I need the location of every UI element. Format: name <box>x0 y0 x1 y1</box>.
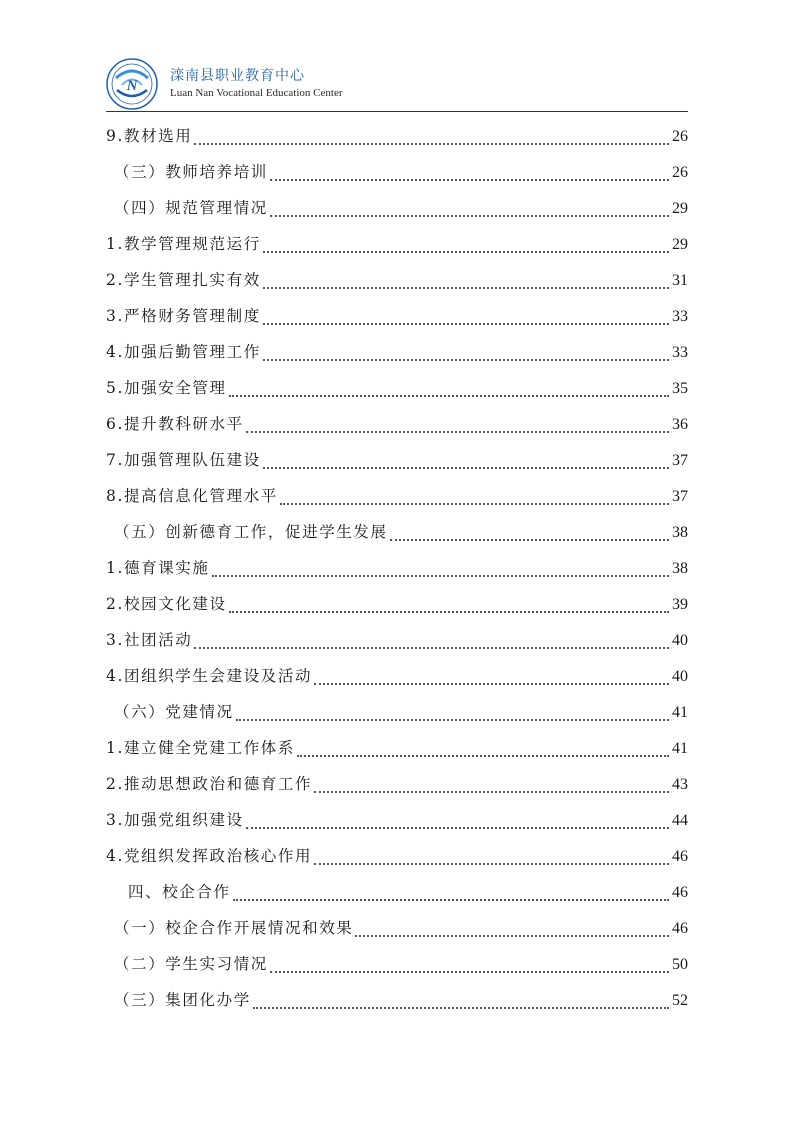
toc-entry-title: 6.提升教科研水平 <box>106 415 244 433</box>
dot-leader <box>270 214 669 217</box>
school-logo-icon <box>106 58 158 110</box>
toc-entry[interactable] <box>106 694 688 730</box>
toc-entry-title: （二）学生实习情况 <box>114 955 268 973</box>
toc-entry-title: 3.加强党组织建设 <box>106 811 244 829</box>
toc-entry-page-number: 26 <box>672 128 688 145</box>
toc-entry[interactable] <box>106 370 688 406</box>
toc-entry[interactable] <box>106 478 688 514</box>
toc-entry-title: 3.严格财务管理制度 <box>106 307 261 325</box>
toc-entry-title: 四、校企合作 <box>128 883 231 901</box>
toc-entry-page-number: 31 <box>672 272 688 289</box>
toc-entry-title: （一）校企合作开展情况和效果 <box>114 919 354 937</box>
toc-entry-title: 2.学生管理扎实有效 <box>106 271 261 289</box>
toc-entry[interactable] <box>106 802 688 838</box>
toc-entry[interactable] <box>106 226 688 262</box>
toc-entry[interactable] <box>106 658 688 694</box>
toc-entry-page-number: 40 <box>672 632 688 649</box>
dot-leader <box>229 394 669 397</box>
toc-entry[interactable] <box>106 910 688 946</box>
table-of-contents <box>106 118 688 1018</box>
toc-entry-page-number: 46 <box>672 884 688 901</box>
toc-entry-page-number: 33 <box>672 344 688 361</box>
toc-entry-page-number: 52 <box>672 992 688 1009</box>
toc-entry-title: 1.建立健全党建工作体系 <box>106 739 295 757</box>
toc-entry-page-number: 46 <box>672 848 688 865</box>
dot-leader <box>246 430 669 433</box>
toc-entry-title: 5.加强安全管理 <box>106 379 227 397</box>
dot-leader <box>263 286 669 289</box>
dot-leader <box>263 466 669 469</box>
dot-leader <box>194 142 669 145</box>
toc-entry-page-number: 33 <box>672 308 688 325</box>
toc-entry-title: （六）党建情况 <box>114 703 234 721</box>
toc-entry-page-number: 41 <box>672 704 688 721</box>
toc-entry-title: 1.教学管理规范运行 <box>106 235 261 253</box>
toc-entry[interactable] <box>106 154 688 190</box>
toc-entry-title: （四）规范管理情况 <box>114 199 268 217</box>
toc-entry[interactable] <box>106 730 688 766</box>
toc-entry-page-number: 46 <box>672 920 688 937</box>
dot-leader <box>246 826 669 829</box>
toc-entry[interactable] <box>106 262 688 298</box>
toc-entry-title: （三）教师培养培训 <box>114 163 268 181</box>
toc-entry-title: 1.德育课实施 <box>106 559 210 577</box>
org-name-chinese: 滦南县职业教育中心 <box>170 68 305 84</box>
toc-entry-page-number: 26 <box>672 164 688 181</box>
toc-entry[interactable] <box>106 838 688 874</box>
toc-entry[interactable] <box>106 586 688 622</box>
header-divider <box>106 111 688 112</box>
dot-leader <box>194 646 669 649</box>
toc-entry[interactable] <box>106 190 688 226</box>
toc-entry[interactable] <box>106 334 688 370</box>
toc-entry-page-number: 44 <box>672 812 688 829</box>
logo-letter: N <box>126 78 138 94</box>
dot-leader <box>270 178 669 181</box>
toc-entry-page-number: 37 <box>672 488 688 505</box>
toc-entry[interactable] <box>106 946 688 982</box>
dot-leader <box>314 790 669 793</box>
toc-entry[interactable] <box>106 766 688 802</box>
dot-leader <box>390 538 669 541</box>
toc-entry-page-number: 38 <box>672 560 688 577</box>
toc-entry-page-number: 29 <box>672 200 688 217</box>
toc-entry[interactable] <box>106 118 688 154</box>
toc-entry[interactable] <box>106 622 688 658</box>
toc-entry-page-number: 50 <box>672 956 688 973</box>
toc-entry-title: （五）创新德育工作，促进学生发展 <box>114 523 388 541</box>
toc-entry-page-number: 38 <box>672 524 688 541</box>
dot-leader <box>263 322 669 325</box>
dot-leader <box>270 970 669 973</box>
toc-entry-title: 8.提高信息化管理水平 <box>106 487 278 505</box>
toc-entry-title: 4.团组织学生会建设及活动 <box>106 667 313 685</box>
toc-entry-title: 9.教材选用 <box>106 127 193 145</box>
toc-entry-page-number: 37 <box>672 452 688 469</box>
toc-entry-title: 2.校园文化建设 <box>106 595 227 613</box>
dot-leader <box>263 250 669 253</box>
toc-entry-title: （三）集团化办学 <box>114 991 251 1009</box>
dot-leader <box>233 898 669 901</box>
toc-entry-page-number: 43 <box>672 776 688 793</box>
dot-leader <box>355 934 669 937</box>
toc-entry-title: 2.推动思想政治和德育工作 <box>106 775 313 793</box>
toc-entry-title: 4.党组织发挥政治核心作用 <box>106 847 313 865</box>
toc-entry-title: 4.加强后勤管理工作 <box>106 343 261 361</box>
toc-entry[interactable] <box>106 982 688 1018</box>
dot-leader <box>212 574 670 577</box>
toc-entry-page-number: 36 <box>672 416 688 433</box>
toc-entry-title: 7.加强管理队伍建设 <box>106 451 261 469</box>
toc-entry-page-number: 29 <box>672 236 688 253</box>
toc-entry-page-number: 39 <box>672 596 688 613</box>
document-header <box>106 56 686 112</box>
org-name-english: Luan Nan Vocational Education Center <box>170 87 343 99</box>
dot-leader <box>297 754 669 757</box>
toc-entry[interactable] <box>106 406 688 442</box>
toc-entry[interactable] <box>106 514 688 550</box>
dot-leader <box>253 1006 669 1009</box>
toc-entry[interactable] <box>106 550 688 586</box>
toc-entry[interactable] <box>106 874 688 910</box>
dot-leader <box>236 718 669 721</box>
dot-leader <box>314 682 669 685</box>
toc-entry[interactable] <box>106 298 688 334</box>
toc-entry-title: 3.社团活动 <box>106 631 193 649</box>
dot-leader <box>263 358 669 361</box>
dot-leader <box>229 610 669 613</box>
toc-entry[interactable] <box>106 442 688 478</box>
toc-entry-page-number: 40 <box>672 668 688 685</box>
toc-entry-page-number: 35 <box>672 380 688 397</box>
dot-leader <box>314 862 669 865</box>
toc-entry-page-number: 41 <box>672 740 688 757</box>
dot-leader <box>280 502 669 505</box>
